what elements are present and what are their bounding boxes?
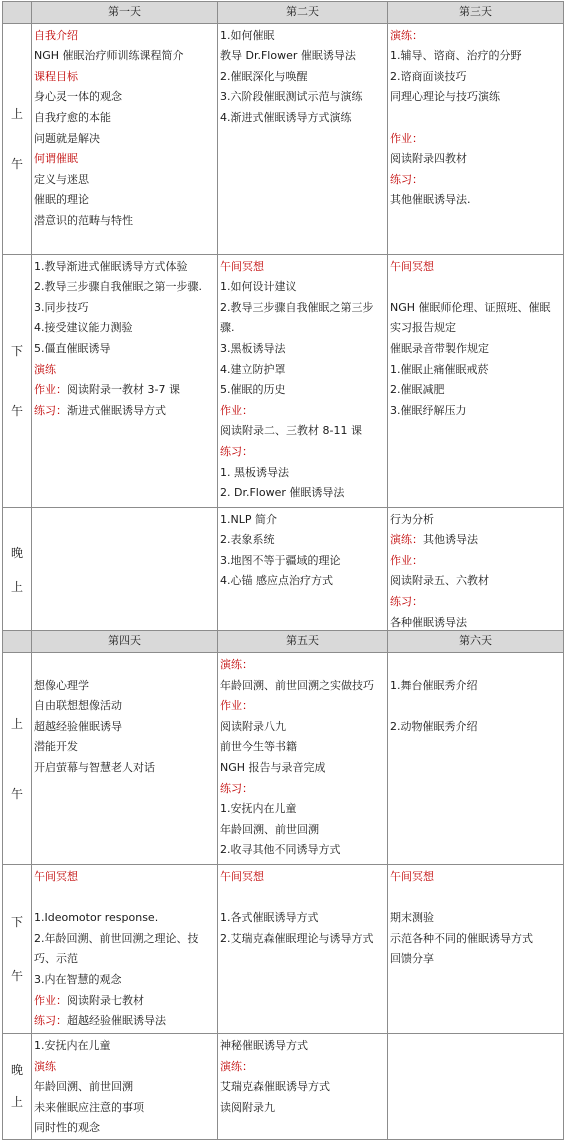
section-label: 练习： — [390, 594, 423, 608]
schedule-cell — [218, 507, 388, 634]
schedule-cell — [218, 23, 388, 254]
cell-line: 身心灵一体的观念 — [34, 90, 122, 104]
cell-line: 阅读附录五、六教材 — [390, 574, 489, 588]
cell-line: 艾瑞克森催眠诱导方式 — [220, 1080, 330, 1094]
cell-text: 阅读附录七教材 — [67, 993, 144, 1007]
day-header: 第六天 — [388, 631, 564, 653]
cell-line: 1.各式催眠诱导方式 — [220, 911, 319, 925]
cell-line: 1.如何设计建议 — [220, 280, 297, 294]
section-label: 作业： — [220, 699, 253, 713]
schedule-cell — [32, 653, 218, 865]
schedule-cell — [388, 1034, 564, 1140]
section-label: 午间冥想 — [390, 259, 434, 273]
cell-line: 1.安抚内在儿童 — [34, 1039, 111, 1052]
section-label: 作业： — [34, 383, 67, 397]
schedule-cell — [218, 1034, 388, 1140]
day-header: 第一天 — [32, 2, 218, 24]
cell-line: 2.教导三步骤自我催眠之第一步骤. — [34, 280, 202, 294]
cell-line: 回馈分享 — [390, 952, 434, 966]
cell-line: 自由联想想像活动 — [34, 699, 122, 713]
section-label: 练习： — [34, 403, 67, 417]
schedule-table-days-1-3 — [2, 1, 564, 634]
cell-line: 催眠录音带製作规定 — [390, 341, 489, 355]
cell-line: 想像心理学 — [34, 678, 89, 692]
section-label: 何谓催眠 — [34, 152, 78, 166]
schedule-cell — [388, 653, 564, 865]
section-label: 练习： — [34, 1014, 67, 1028]
row-label-evening: 晚 上 — [3, 507, 32, 634]
cell-line: 潜能开发 — [34, 740, 78, 754]
cell-line: 2.动物催眠秀介绍 — [390, 719, 478, 733]
cell-line: 定义与迷思 — [34, 172, 89, 186]
section-label: 作业： — [220, 403, 253, 417]
cell-line: 2.表象系统 — [220, 533, 275, 547]
cell-line: 阅读附录二、三教材 8-11 课 — [220, 424, 362, 438]
cell-line: 2.教导三步骤自我催眠之第三步 — [220, 300, 374, 314]
cell-line: 4.心锚 感应点治疗方式 — [220, 574, 333, 588]
cell-line — [34, 655, 217, 676]
header-corner — [3, 2, 32, 24]
cell-line: 开启萤幕与智慧老人对话 — [34, 760, 155, 774]
cell-line — [390, 888, 563, 909]
cell-line: 1.教导渐进式催眠诱导方式体验 — [34, 259, 188, 273]
day-header: 第三天 — [388, 2, 564, 24]
day-header: 第五天 — [218, 631, 388, 653]
schedule-cell — [388, 507, 564, 634]
section-label: 练习： — [390, 172, 423, 186]
cell-line: 阅读附录八九 — [220, 719, 286, 733]
cell-line: 示范各种不同的催眠诱导方式 — [390, 931, 533, 945]
section-label: 午间冥想 — [34, 870, 78, 883]
row-label-morning: 上 午 — [3, 23, 32, 254]
cell-line — [220, 888, 387, 909]
cell-line: 4.接受建议能力测验 — [34, 321, 133, 335]
section-label: 练习： — [220, 444, 253, 458]
section-label: 午间冥想 — [220, 870, 264, 883]
schedule-cell — [218, 653, 388, 865]
header-row — [3, 2, 564, 24]
cell-line — [34, 401, 217, 422]
cell-line: 巧、示范 — [34, 952, 78, 966]
cell-line — [390, 696, 563, 717]
section-label: 演练 — [34, 1059, 56, 1073]
section-label: 午间冥想 — [220, 259, 264, 273]
section-label: 演练： — [220, 1059, 253, 1073]
cell-line: 教导 Dr.Flower 催眠诱导法 — [220, 49, 356, 63]
schedule-cell — [32, 507, 218, 634]
cell-line — [34, 380, 217, 401]
schedule-cell — [388, 254, 564, 507]
cell-line: 1.NLP 简介 — [220, 512, 277, 526]
cell-line: 1.安抚内在儿童 — [220, 802, 297, 816]
cell-line: 5.僵直催眠诱导 — [34, 341, 111, 355]
cell-line: 1.催眠止痛催眠戒菸 — [390, 362, 489, 376]
cell-line: 自我疗愈的本能 — [34, 110, 111, 124]
cell-line: 1.Ideomotor response. — [34, 911, 159, 925]
cell-line: 读阅附录九 — [220, 1100, 275, 1114]
row-label-evening: 晚 上 — [3, 1034, 32, 1140]
cell-line: 2.催眠减肥 — [390, 383, 445, 397]
cell-line: NGH 催眠治疗师训练课程简介 — [34, 49, 184, 63]
cell-line: 3.黑板诱导法 — [220, 341, 286, 355]
section-label: 演练： — [390, 533, 423, 547]
day-header: 第二天 — [218, 2, 388, 24]
cell-text: 其他诱导法 — [423, 533, 478, 547]
cell-line — [390, 530, 563, 551]
row-label-afternoon: 下 午 — [3, 865, 32, 1034]
schedule-table-days-4-6 — [2, 630, 564, 1140]
section-label: 作业： — [390, 553, 423, 567]
cell-line: 未来催眠应注意的事项 — [34, 1100, 144, 1114]
cell-line: 同理心理论与技巧演练 — [390, 90, 500, 104]
cell-line: 3.六阶段催眠测试示范与演练 — [220, 90, 363, 104]
afternoon-row — [3, 254, 564, 507]
cell-line: 骤. — [220, 321, 235, 335]
section-label: 练习： — [220, 781, 253, 795]
cell-text: 超越经验催眠诱导法 — [67, 1014, 166, 1028]
cell-line: 神秘催眠诱导方式 — [220, 1039, 308, 1052]
cell-line: 超越经验催眠诱导 — [34, 719, 122, 733]
cell-line: 期末测验 — [390, 911, 434, 925]
morning-row — [3, 653, 564, 865]
morning-row — [3, 23, 564, 254]
schedule-cell — [218, 865, 388, 1034]
evening-row — [3, 1034, 564, 1140]
schedule-cell — [388, 865, 564, 1034]
cell-line: 3.催眠纾解压力 — [390, 403, 467, 417]
cell-line: 4.渐进式催眠诱导方式演练 — [220, 110, 352, 124]
cell-line: 5.催眠的历史 — [220, 383, 286, 397]
cell-line — [34, 888, 217, 909]
section-label: 作业： — [34, 993, 67, 1007]
cell-line — [390, 277, 563, 298]
section-label: 演练： — [390, 28, 423, 42]
cell-line: 问题就是解决 — [34, 131, 100, 145]
cell-line: 行为分析 — [390, 512, 434, 526]
section-label: 课程目标 — [34, 69, 78, 83]
cell-line: 2.年龄回溯、前世回溯之理论、技 — [34, 931, 199, 945]
cell-line — [34, 1011, 217, 1032]
cell-line: 3.内在智慧的观念 — [34, 972, 122, 986]
cell-text: 渐进式催眠诱导方式 — [67, 403, 166, 417]
cell-text: 阅读附录一教材 3-7 课 — [67, 383, 180, 397]
schedule-cell — [32, 23, 218, 254]
cell-line: 年龄回溯、前世回溯 — [220, 822, 319, 836]
cell-line: 1.辅导、谘商、治疗的分野 — [390, 49, 522, 63]
cell-line: 1.如何催眠 — [220, 28, 275, 42]
header-corner — [3, 631, 32, 653]
cell-line: NGH 催眠师伦理、证照班、催眠 — [390, 300, 551, 314]
cell-line: 前世今生等书籍 — [220, 740, 297, 754]
cell-line: 1.舞台催眠秀介绍 — [390, 678, 478, 692]
cell-line: 阅读附录四教材 — [390, 152, 467, 166]
schedule-cell — [32, 865, 218, 1034]
header-row — [3, 631, 564, 653]
cell-line: 潜意识的范畴与特性 — [34, 213, 133, 227]
cell-line: 3.同步技巧 — [34, 300, 89, 314]
cell-line: 2.艾瑞克森催眠理论与诱导方式 — [220, 931, 374, 945]
cell-line: 2.收寻其他不同诱导方式 — [220, 843, 341, 857]
section-label: 作业： — [390, 131, 423, 145]
cell-line: 2. Dr.Flower 催眠诱导法 — [220, 486, 345, 500]
schedule-cell — [388, 23, 564, 254]
cell-line: 3.地图不等于疆域的理论 — [220, 553, 341, 567]
evening-row — [3, 507, 564, 634]
cell-line — [390, 108, 563, 129]
day-header: 第四天 — [32, 631, 218, 653]
section-label: 演练： — [220, 658, 253, 671]
cell-line: 2.催眠深化与唤醒 — [220, 69, 308, 83]
schedule-cell — [218, 254, 388, 507]
afternoon-row — [3, 865, 564, 1034]
cell-line — [390, 655, 563, 676]
cell-line: 年龄回溯、前世回溯之实做技巧 — [220, 678, 374, 692]
cell-line: NGH 报告与录音完成 — [220, 760, 326, 774]
section-label: 自我介绍 — [34, 28, 78, 42]
cell-line — [34, 991, 217, 1012]
cell-line: 同时性的观念 — [34, 1121, 100, 1135]
cell-line: 2.谘商面谈技巧 — [390, 69, 467, 83]
cell-line: 各种催眠诱导法 — [390, 615, 467, 629]
section-label: 演练 — [34, 362, 56, 376]
cell-line: 催眠的理论 — [34, 193, 89, 207]
cell-line: 1. 黑板诱导法 — [220, 465, 289, 479]
cell-line: 4.建立防护罩 — [220, 362, 286, 376]
row-label-afternoon: 下 午 — [3, 254, 32, 507]
schedule-cell — [32, 254, 218, 507]
cell-line: 实习报告规定 — [390, 321, 456, 335]
section-label: 午间冥想 — [390, 870, 434, 883]
row-label-morning: 上 午 — [3, 653, 32, 865]
cell-line: 年龄回溯、前世回溯 — [34, 1080, 133, 1094]
schedule-cell — [32, 1034, 218, 1140]
cell-line: 其他催眠诱导法. — [390, 193, 471, 207]
